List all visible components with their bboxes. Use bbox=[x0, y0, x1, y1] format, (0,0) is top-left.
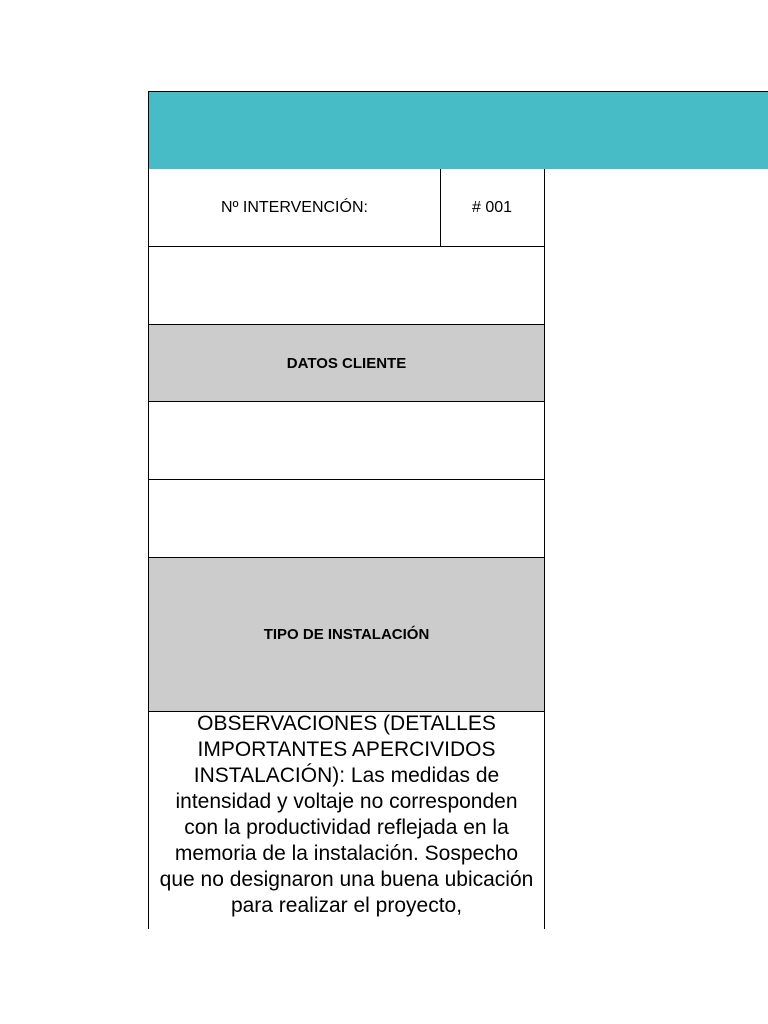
intervention-number-value: # 001 bbox=[440, 169, 545, 247]
blank-row bbox=[148, 247, 545, 325]
datos-cliente-header: DATOS CLIENTE bbox=[148, 324, 545, 402]
observaciones-cell bbox=[148, 711, 545, 929]
tipo-instalacion-header: TIPO DE INSTALACIÓN bbox=[148, 557, 545, 712]
observaciones-text: OBSERVACIONES (DETALLES IMPORTANTES APERCIVIDOS INSTALACIÓN): Las medidas de intensidad y voltaje no corresponden con la productividad reflejada en la memoria de la instalación. Sospecho que no designaron una buena ubicación para realizar el proyecto, bbox=[159, 712, 534, 917]
client-data-cell bbox=[148, 402, 545, 480]
blank-row bbox=[148, 480, 545, 558]
intervention-number-label: Nº INTERVENCIÓN: bbox=[148, 169, 441, 247]
header-band bbox=[148, 91, 768, 169]
